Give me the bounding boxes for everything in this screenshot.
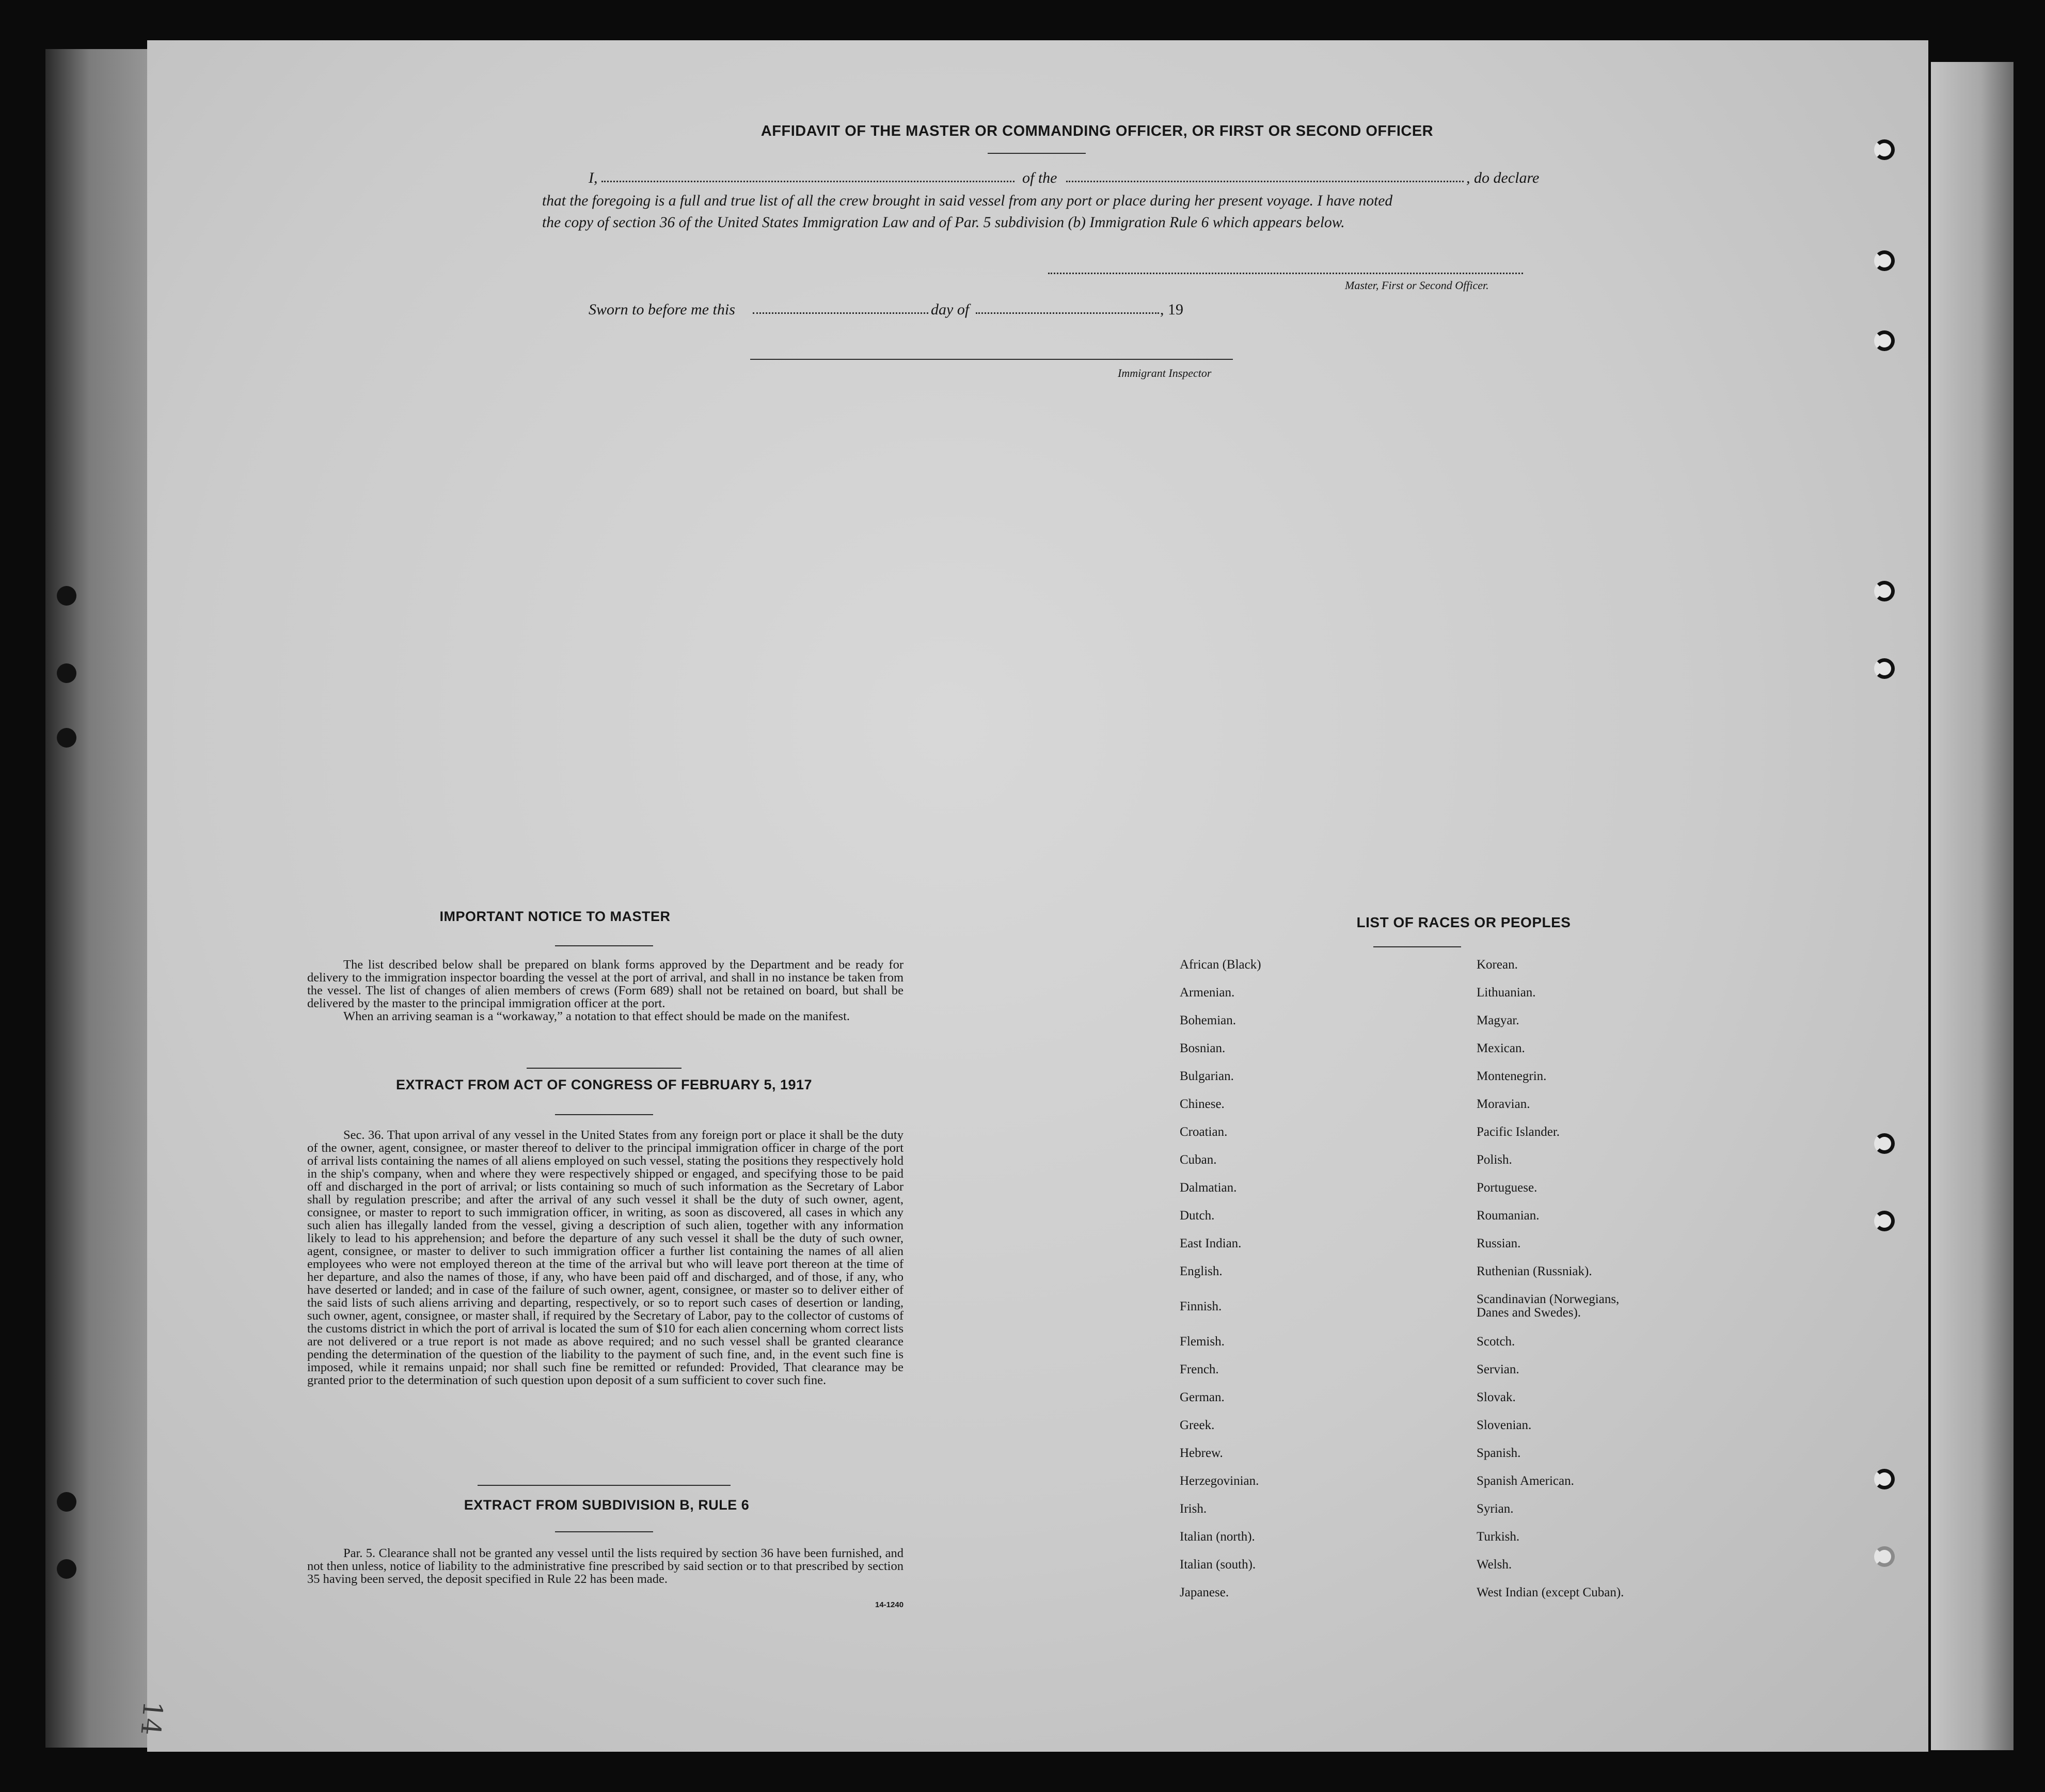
race-item: Scotch. [1477,1335,1515,1349]
race-item: Flemish. [1180,1335,1225,1349]
affidavit-title: AFFIDAVIT OF THE MASTER OR COMMANDING OFFICER, OR FIRST OR SECOND OFFICER [760,123,1434,139]
race-item: Korean. [1477,958,1518,972]
punch-hole [57,663,76,683]
race-item: Dutch. [1180,1209,1215,1223]
race-item: African (Black) [1180,958,1261,972]
divider [555,1114,653,1115]
act-title: EXTRACT FROM ACT OF CONGRESS OF FEBRUARY 5, 1917 [395,1077,813,1092]
race-item: Dalmatian. [1180,1181,1237,1195]
race-item: Ruthenian (Russniak). [1477,1264,1592,1278]
year-label: , 19 [1160,301,1183,318]
ring-hole [1874,1211,1895,1231]
divider [478,1485,731,1486]
race-item: Montenegrin. [1477,1069,1547,1083]
notice-paragraph-1: The list described below shall be prepared on blank forms approved by the Department and be ready for delivery to the immigration inspector boarding the vessel at the port of arrival, and shall in no instance be taken from the vessel. The list of changes of alien members of crews (Form 689) shall not be retained on board, but shall be delivered by the master to the principal immigration officer at the port. [307,958,903,1010]
rule-text-block [307,1547,903,1585]
affidavit-line-2: that the foregoing is a full and true list of all the crew brought in said vessel from any port or place during her present voyage. I have noted [542,193,1393,209]
races-title: LIST OF RACES OR PEOPLES [1356,914,1571,930]
race-item: Italian (south). [1180,1558,1256,1572]
race-item: Roumanian. [1477,1209,1540,1223]
race-item: Cuban. [1180,1153,1217,1167]
race-item: Spanish American. [1477,1474,1574,1488]
affidavit-line-3: the copy of section 36 of the United States Immigration Law and of Par. 5 subdivision (b) Immigration Rule 6 which appears below. [542,214,1345,231]
race-item: Greek. [1180,1418,1215,1432]
notice-text [307,958,903,1023]
ring-hole [1874,139,1895,160]
race-item: Armenian. [1180,986,1235,1000]
race-item: Bohemian. [1180,1013,1236,1027]
race-item: Lithuanian. [1477,986,1536,1000]
race-item: Turkish. [1477,1530,1520,1544]
affidavit-of-label: of the [1022,169,1057,186]
divider [527,1068,681,1069]
race-item: Moravian. [1477,1097,1530,1111]
notice-title: IMPORTANT NOTICE TO MASTER [439,909,671,924]
punch-hole [57,1492,76,1512]
inspector-caption: Immigrant Inspector [1118,367,1212,379]
ring-hole [1874,250,1895,271]
affidavit-i-label: I, [589,169,598,186]
race-item: Hebrew. [1180,1446,1223,1460]
race-item: Italian (north). [1180,1530,1255,1544]
race-item: Servian. [1477,1362,1519,1376]
ring-hole [1874,658,1895,679]
race-item: Syrian. [1477,1502,1514,1516]
race-item: Mexican. [1477,1041,1525,1055]
race-item: Scandinavian (Norwegians, Danes and Swedes). [1477,1292,1620,1320]
race-item: Polish. [1477,1153,1512,1167]
act-text: Sec. 36. That upon arrival of any vessel in the United States from any foreign port or place it shall be the duty of the owner, agent, consignee, or master thereof to deliver to the principal immigration officer in charge of the port of arrival lists containing the names of all aliens employed on such vessel, stating the positions they respectively hold in the ship's company, when and where they were respectively shipped or engaged, and specifying those to be paid off and discharged in the port of arrival; or lists containing so much of such information as the Secretary of Labor shall by regulation prescribe; and after the arrival of any such vessel it shall be the duty of such owner, agent, consignee, or master to report to such immigration officer, in writing, as soon as discovered, all cases in which any such alien has illegally landed from the vessel, giving a description of such alien, together with any information likely to lead to his apprehension; and before the departure of any such vessel it shall be the duty of such owner, agent, consignee, or master to deliver to such immigration officer a further list containing the names of all alien employees who were not employed thereon at the time of the arrival but who will leave port thereon at the time of her departure, and also the names of those, if any, who have been paid off and discharged, and of those, if any, who have deserted or landed; and in case of the failure of such owner, agent, consignee, or master so to deliver either of the said lists of such aliens arriving and departing, respectively, or so to report such cases of desertion or landing, such owner, agent, consignee, or master shall, if required by the Secretary of Labor, pay to the collector of customs of the customs district in which the port of arrival is located the sum of $10 for each alien concerning whom correct lists are not delivered or a true report is not made as above required; and no such vessel shall be granted clearance pending the determination of the question of the liability to the payment of such fine, and, in the event such fine is imposed, while it remains unpaid; nor shall such fine be remitted or refunded: Provided, That clearance may be granted prior to the determination of such question upon deposit of a sum sufficient to cover such fine. [307,1128,903,1387]
handwritten-page-number: 14 [134,1700,168,1737]
divider [555,1531,653,1532]
punch-hole [57,728,76,748]
race-item: Finnish. [1180,1299,1222,1313]
race-item: Slovenian. [1477,1418,1532,1432]
race-item: Welsh. [1477,1558,1512,1572]
race-item: Japanese. [1180,1585,1229,1599]
form-number: 14-1240 [875,1600,904,1609]
notice-paragraph-2: When an arriving seaman is a “workaway,” a notation to that effect should be made on the manifest. [343,1009,850,1023]
races-left-column [1180,958,1448,1650]
ring-hole [1874,1546,1895,1567]
race-item: Slovak. [1477,1390,1516,1404]
race-item: French. [1180,1362,1219,1376]
divider [1373,946,1461,947]
divider [988,153,1086,154]
document-sheet [134,40,1928,1752]
officer-signature-line [1048,273,1523,274]
race-item: East Indian. [1180,1236,1242,1250]
sworn-day-blank [753,312,928,314]
officer-caption: Master, First or Second Officer. [1345,279,1489,292]
ring-hole [1874,1133,1895,1154]
name-blank [601,181,1014,182]
race-item: Russian. [1477,1236,1521,1250]
race-item: Bulgarian. [1180,1069,1234,1083]
race-item: Magyar. [1477,1013,1519,1027]
divider [555,945,653,946]
underlying-page-right [1931,62,2014,1750]
act-text-block [307,1129,903,1387]
ring-hole [1874,330,1895,351]
punch-hole [57,1559,76,1579]
race-item: Pacific Islander. [1477,1125,1560,1139]
rule-text: Par. 5. Clearance shall not be granted any vessel until the lists required by section 36 have been furnished, and not then unless, notice of liability to the administrative fine prescribed by said section or to that prescribed by section 35 having been served, the deposit specified in Rule 22 has been made. [307,1546,903,1586]
sworn-label: Sworn to before me this [589,301,735,318]
ring-hole [1874,581,1895,601]
vessel-blank [1066,181,1464,182]
race-item: Bosnian. [1180,1041,1226,1055]
day-of-label: day of [931,301,970,318]
race-item: Spanish. [1477,1446,1521,1460]
rule-title: EXTRACT FROM SUBDIVISION B, RULE 6 [464,1497,750,1513]
race-item: Herzegovinian. [1180,1474,1259,1488]
inspector-signature-line [750,359,1233,360]
race-item: Portuguese. [1477,1181,1537,1195]
ring-hole [1874,1469,1895,1489]
sworn-month-blank [976,312,1159,314]
races-right-column [1477,958,1838,1650]
punch-hole [57,586,76,606]
race-item: English. [1180,1264,1223,1278]
race-item: West Indian (except Cuban). [1477,1585,1624,1599]
race-item: Irish. [1180,1502,1207,1516]
race-item: Croatian. [1180,1125,1228,1139]
race-item: German. [1180,1390,1225,1404]
affidavit-declare-label: , do declare [1466,169,1540,186]
race-item: Chinese. [1180,1097,1225,1111]
